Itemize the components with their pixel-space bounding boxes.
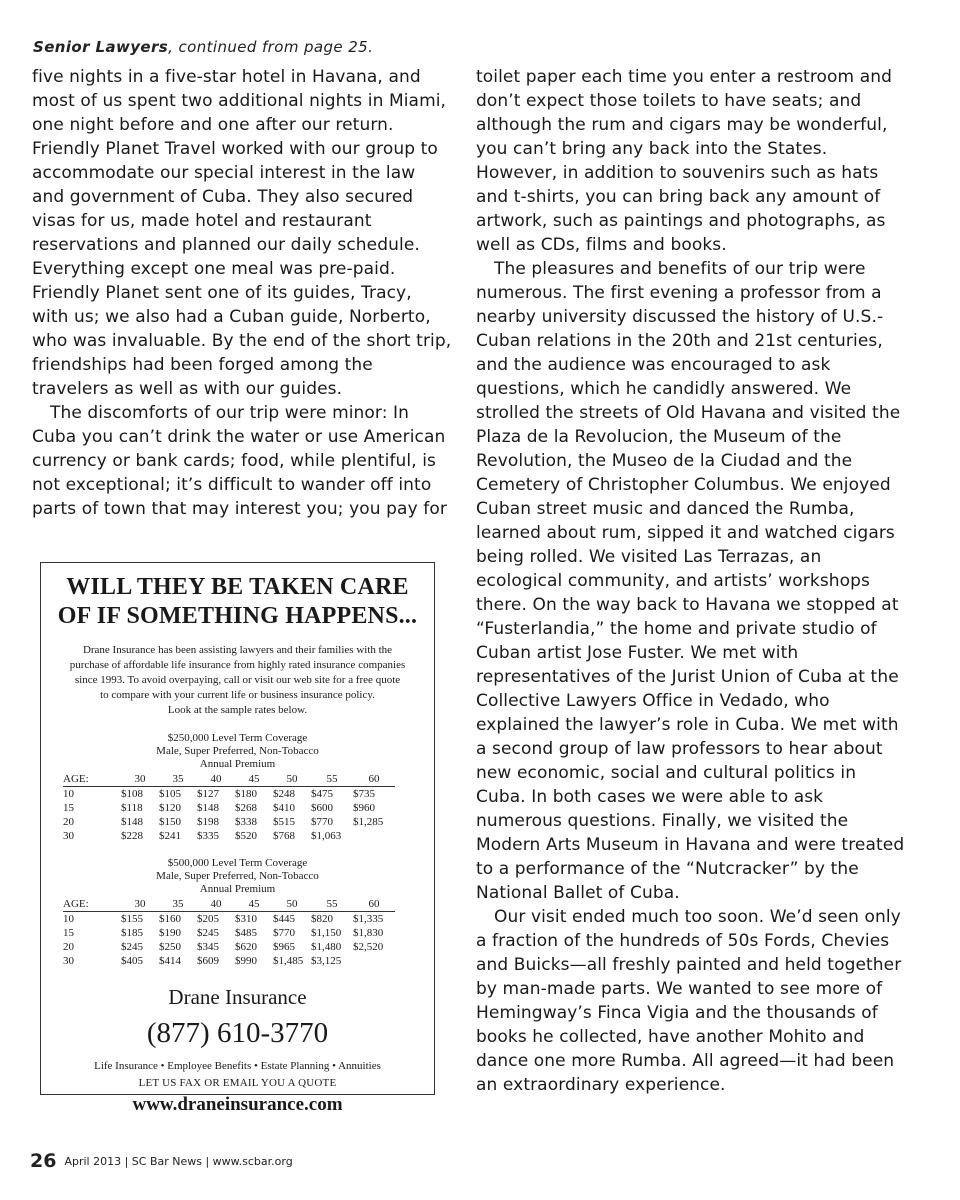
left-paragraph-2: The discomforts of our trip were minor: In Cuba you can’t drink the water or use American currency or bank cards; food, while plentiful, is not exceptional; it’s difficult to wander off into parts of town that may interest you; you pay for bbox=[32, 403, 447, 519]
table-cell: $990 bbox=[235, 955, 257, 967]
table-cell: $150 bbox=[159, 816, 181, 828]
table-cell: $770 bbox=[311, 816, 333, 828]
table-cell: $768 bbox=[273, 830, 295, 842]
table-header-cell: 30 bbox=[121, 897, 159, 912]
ad-intro-line: Drane Insurance has been assisting lawyers and their families with the bbox=[82, 644, 393, 656]
table-cell: $345 bbox=[197, 941, 219, 953]
ad-company-name: Drane Insurance bbox=[168, 985, 307, 1009]
continued-line bbox=[33, 38, 373, 56]
table-header-cell: 35 bbox=[159, 897, 197, 912]
table-cell: $185 bbox=[121, 927, 143, 939]
table-cell: 30 bbox=[63, 955, 74, 967]
ad-intro-line: to compare with your current life or business insurance policy. bbox=[100, 689, 375, 701]
table-cell: $405 bbox=[121, 955, 143, 967]
table-cell: $600 bbox=[311, 802, 333, 814]
table-cell: $960 bbox=[353, 802, 375, 814]
ad-website: www.draneinsurance.com bbox=[132, 1094, 343, 1115]
table-cell: $108 bbox=[121, 788, 143, 800]
table-cell: $310 bbox=[235, 913, 257, 925]
page-number: 26 bbox=[30, 1150, 57, 1172]
ad-services: Life Insurance • Employee Benefits • Estate Planning • Annuities bbox=[94, 1060, 381, 1072]
table-cell: $965 bbox=[273, 941, 295, 953]
ad-title-line-2: OF IF SOMETHING HAPPENS... bbox=[57, 603, 418, 629]
table-cell bbox=[353, 829, 395, 843]
left-column bbox=[32, 65, 452, 521]
drane-insurance-ad bbox=[40, 562, 435, 1115]
table-cell: $198 bbox=[197, 816, 219, 828]
table-cell: $410 bbox=[273, 802, 295, 814]
table-cell: $735 bbox=[353, 788, 375, 800]
table-row bbox=[63, 940, 395, 954]
table-header-cell: 60 bbox=[353, 772, 395, 787]
table-cell: $268 bbox=[235, 802, 257, 814]
table-row bbox=[63, 787, 395, 802]
right-column bbox=[476, 65, 906, 1097]
table-cell: $820 bbox=[311, 913, 333, 925]
table-cell: $475 bbox=[311, 788, 333, 800]
ad-intro bbox=[63, 643, 412, 718]
table-header-cell: 30 bbox=[121, 772, 159, 787]
table-cell: $180 bbox=[235, 788, 257, 800]
table-cell: $148 bbox=[121, 816, 143, 828]
table-cell: $3,125 bbox=[311, 955, 342, 967]
table-header-cell: 40 bbox=[197, 897, 235, 912]
table-cell: $205 bbox=[197, 913, 219, 925]
table-cell: $515 bbox=[273, 816, 295, 828]
page-footer bbox=[30, 1150, 293, 1172]
table-cell: $120 bbox=[159, 802, 181, 814]
table-cell: $1,480 bbox=[311, 941, 342, 953]
table-row bbox=[63, 815, 395, 829]
table-cell: $609 bbox=[197, 955, 219, 967]
table-cell: $245 bbox=[197, 927, 219, 939]
coverage-label: $500,000 Level Term Coverage bbox=[167, 857, 308, 869]
table-cell: $338 bbox=[235, 816, 257, 828]
table-cell: $520 bbox=[235, 830, 257, 842]
table-cell: 10 bbox=[63, 913, 74, 925]
table-cell: $241 bbox=[159, 830, 181, 842]
table-header-cell: 50 bbox=[273, 772, 311, 787]
table-cell: $245 bbox=[121, 941, 143, 953]
table-cell: 15 bbox=[63, 802, 74, 814]
table-cell: $770 bbox=[273, 927, 295, 939]
table-cell: $228 bbox=[121, 830, 143, 842]
right-paragraph-3: Our visit ended much too soon. We’d seen only a fraction of the hundreds of 50s Fords, Chevies and Buicks—all freshly painted and held together by man-made parts. We wanted to see more of Hemingway’s Finca Vigia and the thousands of books he collected, have another Mohito and dance one more Rumba. All agreed—it had been an extraordinary experience. bbox=[476, 907, 902, 1095]
ad-title bbox=[41, 573, 434, 631]
table-cell: 10 bbox=[63, 788, 74, 800]
class-label: Male, Super Preferred, Non-Tobacco bbox=[156, 870, 319, 882]
table-header-cell: 45 bbox=[235, 772, 273, 787]
table-cell: $155 bbox=[121, 913, 143, 925]
continued-suffix: , continued from page 25. bbox=[168, 38, 374, 56]
ad-fax-line: LET US FAX OR EMAIL YOU A QUOTE bbox=[138, 1077, 337, 1089]
rate-table-2 bbox=[63, 897, 395, 968]
class-label: Male, Super Preferred, Non-Tobacco bbox=[156, 745, 319, 757]
table-cell: $1,285 bbox=[353, 816, 384, 828]
left-paragraph-1: five nights in a five-star hotel in Havana, and most of us spent two additional nights in Miami, one night before and one after our return. Friendly Planet Travel worked with our group to accommodate our special interest in the law and government of Cuba. They also secured visas for us, made hotel and restaurant reservations and planned our daily schedule. Everything except one meal was pre-paid. Friendly Planet sent one of its guides, Tracy, with us; we also had a Cuban guide, Norberto, who was invaluable. By the end of the short trip, friendships had been forged among the travelers as well as with our guides. bbox=[32, 67, 452, 399]
premium-label: Annual Premium bbox=[199, 758, 276, 770]
table-cell: $620 bbox=[235, 941, 257, 953]
table-row bbox=[63, 954, 395, 968]
table-header-row bbox=[63, 772, 395, 787]
table-cell: $127 bbox=[197, 788, 219, 800]
table-cell: $1,335 bbox=[353, 913, 384, 925]
premium-label: Annual Premium bbox=[199, 883, 276, 895]
table-cell: $485 bbox=[235, 927, 257, 939]
table-cell: $248 bbox=[273, 788, 295, 800]
table-row bbox=[63, 829, 395, 843]
table-cell: $1,063 bbox=[311, 830, 342, 842]
table-row bbox=[63, 801, 395, 815]
table-cell: 30 bbox=[63, 830, 74, 842]
table-cell: $105 bbox=[159, 788, 181, 800]
ad-phone-number: (877) 610-3770 bbox=[146, 1017, 329, 1049]
table-cell: 20 bbox=[63, 941, 74, 953]
ad-intro-line: Look at the sample rates below. bbox=[167, 704, 308, 716]
table-cell: $1,150 bbox=[311, 927, 342, 939]
rate-table-1-heading bbox=[41, 732, 434, 771]
table-cell: $445 bbox=[273, 913, 295, 925]
table-cell: $335 bbox=[197, 830, 219, 842]
right-paragraph-1: toilet paper each time you enter a restroom and don’t expect those toilets to have seats; and although the rum and cigars may be wonderful, you can’t bring any back into the States. However, in addition to souvenirs such as hats and t-shirts, you can bring back any amount of artwork, such as paintings and photographs, as well as CDs, films and books. bbox=[476, 67, 892, 255]
ad-intro-line: purchase of affordable life insurance from highly rated insurance companies bbox=[69, 659, 406, 671]
table-row bbox=[63, 926, 395, 940]
coverage-label: $250,000 Level Term Coverage bbox=[167, 732, 308, 744]
table-header-cell: 40 bbox=[197, 772, 235, 787]
table-cell: 20 bbox=[63, 816, 74, 828]
table-header-cell: AGE: bbox=[63, 897, 121, 912]
table-header-cell: 50 bbox=[273, 897, 311, 912]
table-header-cell: AGE: bbox=[63, 772, 121, 787]
footer-info: April 2013 | SC Bar News | www.scbar.org bbox=[64, 1155, 293, 1168]
table-cell: $1,485 bbox=[273, 955, 304, 967]
table-header-cell: 55 bbox=[311, 772, 353, 787]
table-cell: $414 bbox=[159, 955, 181, 967]
table-header-cell: 55 bbox=[311, 897, 353, 912]
table-cell: $118 bbox=[121, 802, 143, 814]
ad-intro-line: since 1993. To avoid overpaying, call or visit our web site for a free quote bbox=[74, 674, 401, 686]
table-cell: $148 bbox=[197, 802, 219, 814]
table-cell: $250 bbox=[159, 941, 181, 953]
table-header-cell: 60 bbox=[353, 897, 395, 912]
continued-label: Senior Lawyers bbox=[33, 38, 169, 56]
rate-table-2-heading bbox=[41, 857, 434, 896]
table-header-row bbox=[63, 897, 395, 912]
table-row bbox=[63, 912, 395, 927]
ad-title-line-1: WILL THEY BE TAKEN CARE bbox=[66, 574, 409, 600]
right-paragraph-2: The pleasures and benefits of our trip were numerous. The first evening a professor from a nearby university discussed the history of U.S.-Cuban relations in the 20th and 21st centuries, and the audience was encouraged to ask questions, which he candidly answered. We strolled the streets of Old Havana and visited the Plaza de la Revolucion, the Museum of the Revolution, the Museo de la Ciudad and the Cemetery of Christopher Columbus. We enjoyed Cuban street music and danced the Rumba, learned about rum, sipped it and watched cigars being rolled. We visited Las Terrazas, an ecological community, and artists’ workshops there. On the way back to Havana we stopped at “Fusterlandia,” the home and private studio of Cuban artist Jose Fuster. We met with representatives of the Jurist Union of Cuba at the Collective Lawyers Office in Vedado, who explained the lawyer’s role in Cuba. We met with a second group of law professors to hear about new economic, social and cultural politics in Cuba. In both cases we were able to ask numerous questions. Finally, we visited the Modern Arts Museum in Havana and were treated to a performance of the “Nutcracker” by the National Ballet of Cuba. bbox=[476, 259, 905, 903]
table-cell: $2,520 bbox=[353, 941, 384, 953]
table-cell bbox=[353, 954, 395, 968]
rate-table-1 bbox=[63, 772, 395, 843]
table-cell: $160 bbox=[159, 913, 181, 925]
table-cell: $1,830 bbox=[353, 927, 384, 939]
table-cell: 15 bbox=[63, 927, 74, 939]
table-header-cell: 45 bbox=[235, 897, 273, 912]
table-header-cell: 35 bbox=[159, 772, 197, 787]
table-cell: $190 bbox=[159, 927, 181, 939]
